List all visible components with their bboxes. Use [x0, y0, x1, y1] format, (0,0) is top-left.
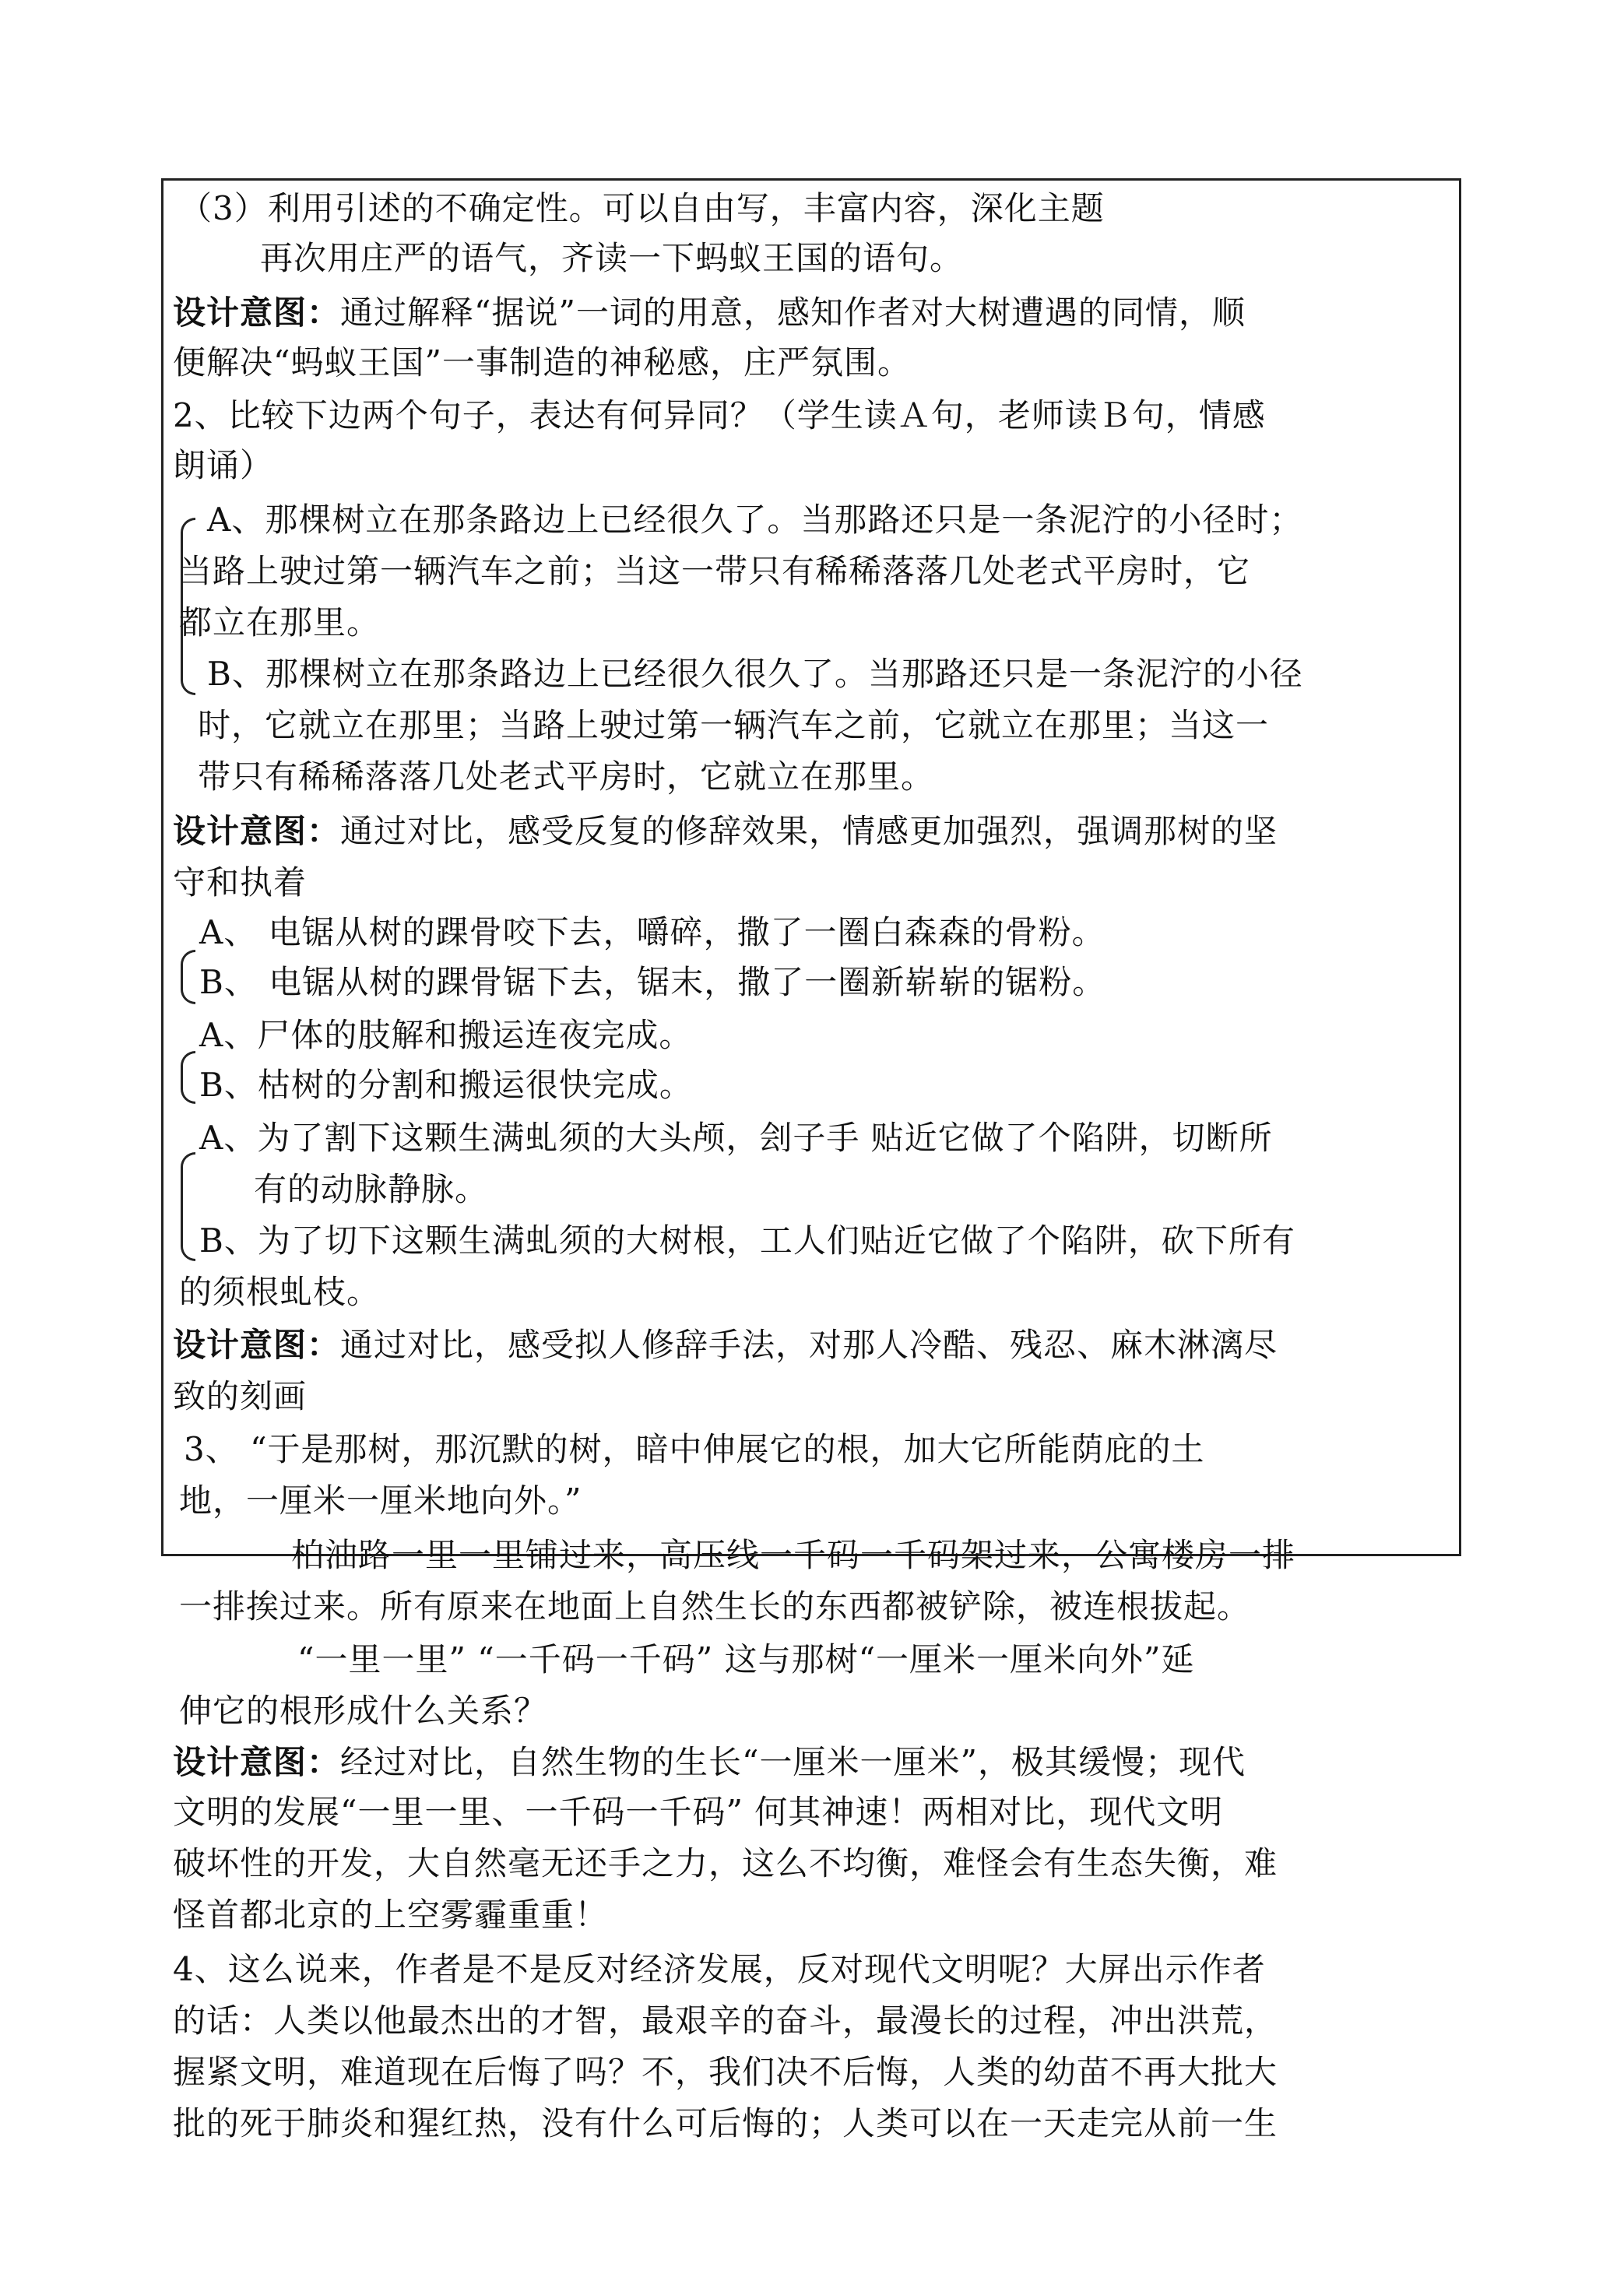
text-line: 便解决“蚂蚁王国”一事制造的神秘感，庄严氛围。	[173, 343, 911, 381]
text-line: 一排挨过来。所有原来在地面上自然生长的东西都被铲除，被连根拔起。	[179, 1587, 1251, 1625]
text-line: 柏油路一里一里铺过来，高压线一千码一千码架过来，公寓楼房一排	[291, 1536, 1296, 1574]
text-line: 时，它就立在那里；当路上驶过第一辆汽车之前，它就立在那里；当这一	[198, 706, 1270, 744]
text-line: 破坏性的开发，大自然毫无还手之力，这么不均衡，难怪会有生态失衡，难	[173, 1844, 1278, 1882]
design-intent-label: 设计意图：	[173, 1743, 341, 1781]
text-line: 守和执着	[173, 863, 308, 901]
design-intent-line	[173, 288, 1246, 338]
design-intent-line	[173, 1738, 1246, 1787]
sentence-b-line: B、为了切下这颗生满虬须的大树根，工人们贴近它做了个陷阱，砍下所有	[199, 1221, 1295, 1260]
text-line: 伸它的根形成什么关系？	[179, 1692, 548, 1730]
design-intent-label: 设计意图：	[173, 293, 341, 332]
sentence-b-line: B、枯树的分割和搬运很快完成。	[199, 1066, 693, 1104]
text-line: “一里一里” “一千码一千码” 这与那树“一厘米一厘米向外”延	[297, 1640, 1195, 1678]
text-line: （3）利用引述的不确定性。可以自由写，丰富内容，深化主题	[179, 189, 1105, 227]
design-intent-text: 通过解释“据说”一词的用意，感知作者对大树遭遇的同情，顺	[340, 293, 1246, 332]
design-intent-text: 经过对比，自然生物的生长“一厘米一厘米”，极其缓慢；现代	[340, 1743, 1246, 1781]
text-line: 怪首都北京的上空雾霾重重！	[173, 1896, 609, 1934]
text-line: 致的刻画	[173, 1377, 308, 1415]
sentence-b-line: B、 电锯从树的踝骨锯下去，锯末，撒了一圈新崭崭的锯粉。	[199, 963, 1106, 1001]
text-line: 有的动脉静脉。	[254, 1170, 489, 1208]
text-line: 批的死于肺炎和猩红热，没有什么可后悔的；人类可以在一天走完从前一生	[173, 2104, 1278, 2142]
text-line: 都立在那里。	[179, 603, 381, 641]
text-line: 的须根虬枝。	[179, 1273, 381, 1311]
text-line: 3、 “于是那树，那沉默的树，暗中伸展它的根，加大它所能荫庇的土	[184, 1430, 1205, 1468]
sentence-a-line: A、 电锯从树的踝骨咬下去，嚼碎，撒了一圈白森森的骨粉。	[199, 913, 1106, 951]
sentence-a-line: A、为了割下这颗生满虬须的大头颅，刽子手 贴近它做了个陷阱，切断所	[199, 1119, 1273, 1157]
text-line: 文明的发展“一里一里、一千码一千码” 何其神速！两相对比，现代文明	[173, 1793, 1224, 1831]
design-intent-line	[173, 807, 1278, 856]
text-line: 握紧文明，难道现在后悔了吗？不，我们决不后悔，人类的幼苗不再大批大	[173, 2053, 1278, 2091]
text-line: 朗诵）	[173, 446, 274, 484]
bracket-group-3	[181, 1051, 195, 1104]
text-line: 当路上驶过第一辆汽车之前；当这一带只有稀稀落落几处老式平房时，它	[179, 552, 1251, 590]
text-line: 带只有稀稀落落几处老式平房时，它就立在那里。	[198, 757, 935, 796]
sentence-b-line: B、那棵树立在那条路边上已经很久很久了。当那路还只是一条泥泞的小径	[207, 655, 1303, 693]
design-intent-text: 通过对比，感受拟人修辞手法，对那人冷酷、残忍、麻木淋漓尽	[340, 1326, 1278, 1364]
design-intent-text: 通过对比，感受反复的修辞效果，情感更加强烈，强调那树的坚	[340, 812, 1278, 850]
sentence-a-line: A、尸体的肢解和搬运连夜完成。	[199, 1016, 693, 1054]
text-line: 2、比较下边两个句子，表达有何异同？（学生读Ａ句，老师读Ｂ句，情感	[173, 396, 1266, 434]
design-intent-line	[173, 1320, 1278, 1370]
text-line: 地，一厘米一厘米地向外。”	[179, 1481, 582, 1520]
text-line: 再次用庄严的语气，齐读一下蚂蚁王国的语句。	[260, 239, 964, 277]
sentence-a-line: A、那棵树立在那条路边上已经很久了。当那路还只是一条泥泞的小径时；	[207, 501, 1303, 539]
text-line: 的话：人类以他最杰出的才智，最艰辛的奋斗，最漫长的过程，冲出洪荒，	[173, 2002, 1278, 2040]
bracket-group-2	[181, 950, 195, 1004]
bracket-group-4	[181, 1152, 195, 1261]
design-intent-label: 设计意图：	[173, 1326, 341, 1364]
text-line: 4、这么说来，作者是不是反对经济发展，反对现代文明呢？大屏出示作者	[173, 1950, 1266, 1988]
design-intent-label: 设计意图：	[173, 812, 341, 850]
